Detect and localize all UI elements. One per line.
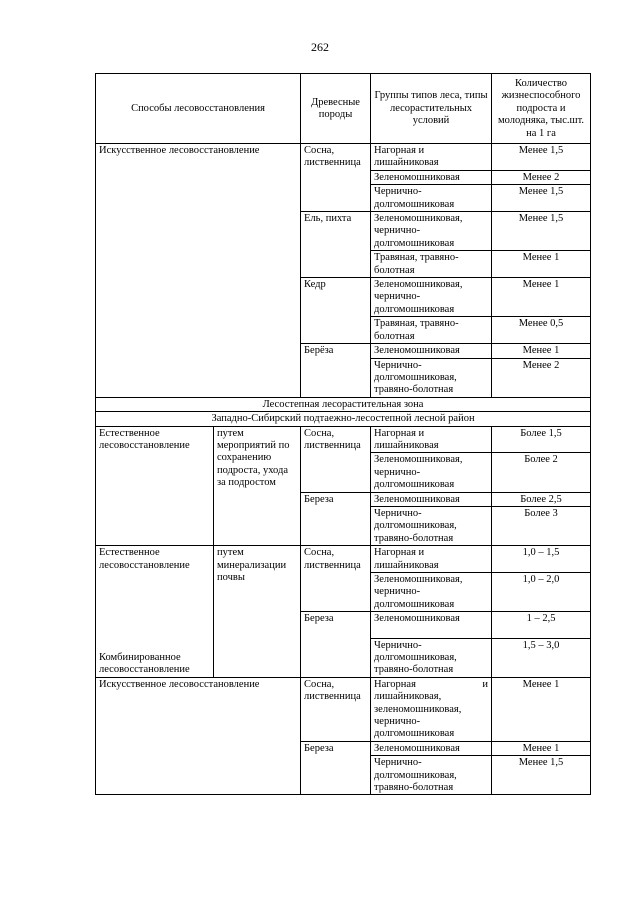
zone-title: Лесостепная лесорастительная зона	[96, 397, 591, 411]
method-combined: Комбинированное лесовосстановление	[99, 652, 190, 676]
quantity-cell: Более 2	[492, 453, 591, 492]
group-cell: Чернично-долгомошниковая, травяно-болотная	[371, 358, 492, 397]
group-cell: Зеленомошниковая	[371, 344, 492, 358]
method-cell: Искусственное лесовосстановление	[96, 144, 301, 398]
table-row	[96, 426, 591, 453]
quantity-cell: 1,5 – 3,0	[492, 638, 591, 677]
quantity-cell: Менее 1,5	[492, 212, 591, 251]
group-cell: Нагорная и лишайниковая	[371, 546, 492, 573]
group-cell: Чернично-долгомошниковая, травяно-болотная	[371, 638, 492, 677]
method-cell: Естественное лесовосстановление	[96, 426, 214, 546]
quantity-cell: 1,0 – 1,5	[492, 546, 591, 573]
group-rest: лишайниковая, зеленомошниковая, чернично-долгомошниковая	[374, 691, 462, 740]
species-cell: Сосна, лиственница	[301, 546, 371, 612]
quantity-cell: Менее 1	[492, 251, 591, 278]
species-cell: Сосна, лиственница	[301, 677, 371, 741]
group-cell: Травяная, травяно-болотная	[371, 251, 492, 278]
method-natural: Естественное лесовосстановление	[99, 547, 190, 571]
group-cell: Зеленомошниковая, чернично-долгомошниковая	[371, 453, 492, 492]
quantity-cell: Менее 1,5	[492, 756, 591, 795]
group-word-a: Нагорная	[374, 678, 416, 690]
species-cell: Береза	[301, 741, 371, 795]
reforestation-table	[95, 73, 591, 795]
group-cell: Травяная, травяно-болотная	[371, 317, 492, 344]
quantity-cell: Менее 2	[492, 170, 591, 184]
quantity-cell: Менее 1	[492, 677, 591, 741]
group-cell: Зеленомошниковая, чернично-долгомошниковая	[371, 278, 492, 317]
group-first-line	[374, 679, 488, 691]
quantity-cell: Более 2,5	[492, 492, 591, 506]
quantity-cell: Более 1,5	[492, 426, 591, 453]
species-cell: Сосна, лиственница	[301, 144, 371, 212]
group-cell: Нагорная и лишайниковая	[371, 426, 492, 453]
species-cell: Береза	[301, 492, 371, 546]
header-species: Древесные породы	[301, 74, 371, 144]
header-methods: Способы лесовосстановления	[96, 74, 301, 144]
group-cell: Чернично-долгомошниковая, травяно-болотная	[371, 506, 492, 545]
group-cell: Чернично-долгомошниковая, травяно-болотная	[371, 756, 492, 795]
group-cell: Зеленомошниковая, чернично-долгомошниковая	[371, 212, 492, 251]
header-quantity: Количество жизнеспособного подроста и молодняка, тыс.шт. на 1 га	[492, 74, 591, 144]
quantity-cell: Более 3	[492, 506, 591, 545]
table-row	[96, 546, 591, 573]
group-word-b: и	[482, 678, 489, 690]
region-row	[96, 412, 591, 426]
quantity-cell: Менее 1,5	[492, 144, 591, 171]
quantity-cell: Менее 1	[492, 741, 591, 755]
species-cell: Береза	[301, 612, 371, 678]
quantity-cell: Менее 1,5	[492, 185, 591, 212]
quantity-cell: 1 – 2,5	[492, 612, 591, 638]
header-groups: Группы типов леса, типы лесорастительных условий	[371, 74, 492, 144]
quantity-cell: 1,0 – 2,0	[492, 573, 591, 612]
group-cell: Зеленомошниковая	[371, 170, 492, 184]
species-cell: Ель, пихта	[301, 212, 371, 278]
page-number: 262	[311, 40, 329, 54]
quantity-cell: Менее 1	[492, 278, 591, 317]
quantity-cell: Менее 1	[492, 344, 591, 358]
zone-row	[96, 397, 591, 411]
table-row	[96, 677, 591, 741]
submethod-cell: путем мероприятий по сохранению подроста, ухода за подростом	[214, 426, 301, 546]
group-cell: Нагорная и лишайниковая	[371, 144, 492, 171]
group-cell: Чернично-долгомошниковая	[371, 185, 492, 212]
group-cell: Зеленомошниковая	[371, 741, 492, 755]
method-cell: Искусственное лесовосстановление	[96, 677, 301, 795]
region-title: Западно-Сибирский подтаежно-лесостепной лесной район	[96, 412, 591, 426]
header-row	[96, 74, 591, 144]
group-cell	[371, 677, 492, 741]
quantity-cell: Менее 2	[492, 358, 591, 397]
group-cell: Зеленомошниковая	[371, 492, 492, 506]
table-row	[96, 144, 591, 171]
quantity-cell: Менее 0,5	[492, 317, 591, 344]
species-cell: Берёза	[301, 344, 371, 398]
group-cell: Зеленомошниковая, чернично-долгомошниковая	[371, 573, 492, 612]
method-cell	[96, 546, 214, 678]
group-cell: Зеленомошниковая	[371, 612, 492, 638]
submethod-cell: путем минерализации почвы	[214, 546, 301, 678]
species-cell: Сосна, лиственница	[301, 426, 371, 492]
species-cell: Кедр	[301, 278, 371, 344]
